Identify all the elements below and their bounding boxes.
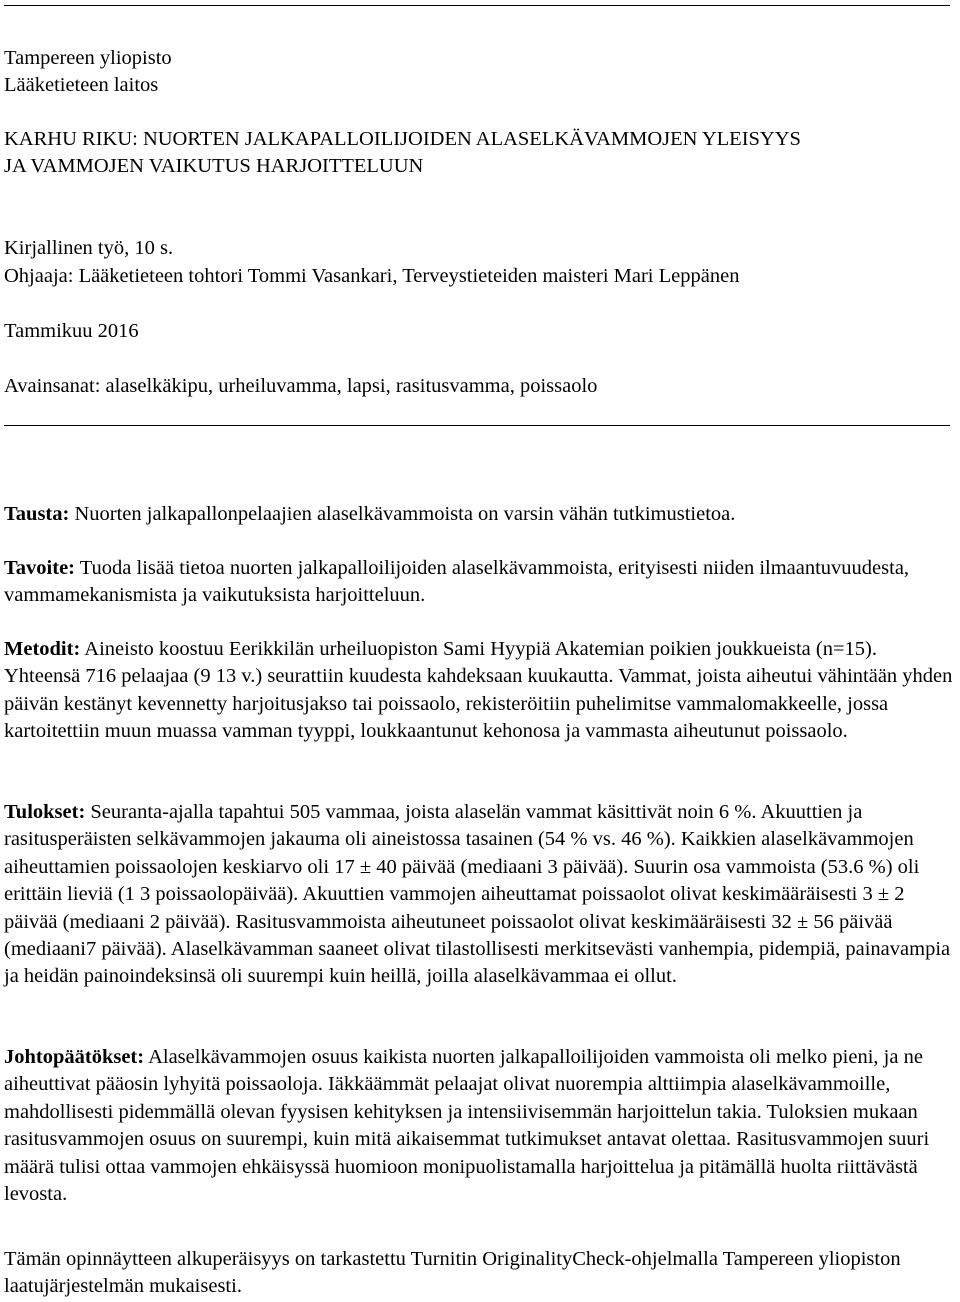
methods-text: Aineisto koostuu Eerikkilän urheiluopiston Sami Hyypiä Akatemian poikien joukkueista (n=15). Yhteensä 716 pelaajaa (9 13 v.) seurattiin kuudesta kahdeksaan kuukautta. Vammat, joista aiheutui vähintään yhden päivän kestänyt kevennetty harjoitusjakso tai poissaolo, rekisteröitiin puhelimitse vammalomakkeelle, jossa kartoitettiin muun muassa vamman tyyppi, loukkaantunut kehonosa ja vammasta aiheutunut poissaolo. — [4, 638, 953, 743]
middle-divider — [4, 425, 950, 426]
thesis-title-line-1: KARHU RIKU: NUORTEN JALKAPALLOILIJOIDEN ALASELKÄVAMMOJEN YLEISYYS — [4, 128, 801, 150]
date-line: Tammikuu 2016 — [4, 320, 139, 342]
top-divider — [4, 5, 950, 6]
results-text: Seuranta-ajalla tapahtui 505 vammaa, joista alaselän vammat käsittivät noin 6 %. Akuuttien ja rasitusperäisten selkävammojen jakauma oli aineistossa tasainen (54 % vs. 46 %). Kaikkien alaselkävammojen aiheuttamien poissaolojen keskiarvo oli 17 ± 40 päivää (mediaani 3 päivää). Suurin osa vammoista (53.6 %) oli erittäin lieviä (1 3 poissaolopäivää). Akuuttien vammojen aiheuttamat poissaolot olivat keskimääräisesti 3 ± 2 päivää (mediaani 2 päivää). Rasitusvammoista aiheutuneet poissaolot olivat keskimääräisesti 32 ± 56 päivää (mediaani7 päivää). Alaselkävamman saaneet olivat tilastollisesti merkitsevästi vanhempia, pidempiä, painavampia ja heidän painoindeksinsä oli suurempi kuin heillä, joilla alaselkävammaa ei ollut. — [4, 801, 951, 988]
conclusions-text: Alaselkävammojen osuus kaikista nuorten jalkapalloilijoiden vammoista oli melko pieni, ja ne aiheuttivat pääosin lyhyitä poissaoloja. Iäkkäämmät pelaajat olivat nuorempia alttiimpia alaselkävammoille, mahdollisesti pidemmällä olevan fyysisen kehityksen ja intensiivisemmän harjoittelun takia. Tuloksien mukaan rasitusvammojen osuus on suurempi, kuin mitä aikaisemmat tutkimukset antavat olettaa. Rasitusvammojen suuri määrä tulisi ottaa vammojen ehkäisyssä huomioon monipuolistamalla harjoittelua ja pitämällä huolta riittävästä levosta. — [4, 1046, 930, 1206]
conclusions-paragraph — [4, 1044, 956, 1208]
methods-paragraph — [4, 636, 956, 746]
aim-text: Tuoda lisää tietoa nuorten jalkapalloilijoiden alaselkävammoista, erityisesti niiden ilmaantuvuudesta, vammamekanismista ja vaikutuksista harjoitteluun. — [4, 557, 910, 607]
background-text: Nuorten jalkapallonpelaajien alaselkävammoista on varsin vähän tutkimustietoa. — [69, 503, 736, 525]
supervisor-line: Ohjaaja: Lääketieteen tohtori Tommi Vasankari, Terveystieteiden maisteri Mari Leppänen — [4, 265, 740, 287]
conclusions-label: Johtopäätökset: — [4, 1046, 145, 1068]
aim-label: Tavoite: — [4, 557, 75, 579]
results-label: Tulokset: — [4, 801, 86, 823]
department-name: Lääketieteen laitos — [4, 74, 159, 96]
methods-label: Metodit: — [4, 638, 81, 660]
results-paragraph — [4, 799, 956, 991]
keywords-line: Avainsanat: alaselkäkipu, urheiluvamma, lapsi, rasitusvamma, poissaolo — [4, 375, 598, 397]
work-type: Kirjallinen työ, 10 s. — [4, 237, 174, 259]
aim-paragraph — [4, 555, 956, 610]
originality-note: Tämän opinnäytteen alkuperäisyys on tarkastettu Turnitin OriginalityCheck-ohjelmalla Tampereen yliopiston laatujärjestelmän mukaisesti. — [4, 1248, 901, 1298]
university-name: Tampereen yliopisto — [4, 47, 172, 69]
thesis-title-line-2: JA VAMMOJEN VAIKUTUS HARJOITTELUUN — [4, 155, 424, 177]
background-paragraph — [4, 501, 956, 528]
background-label: Tausta: — [4, 503, 70, 525]
